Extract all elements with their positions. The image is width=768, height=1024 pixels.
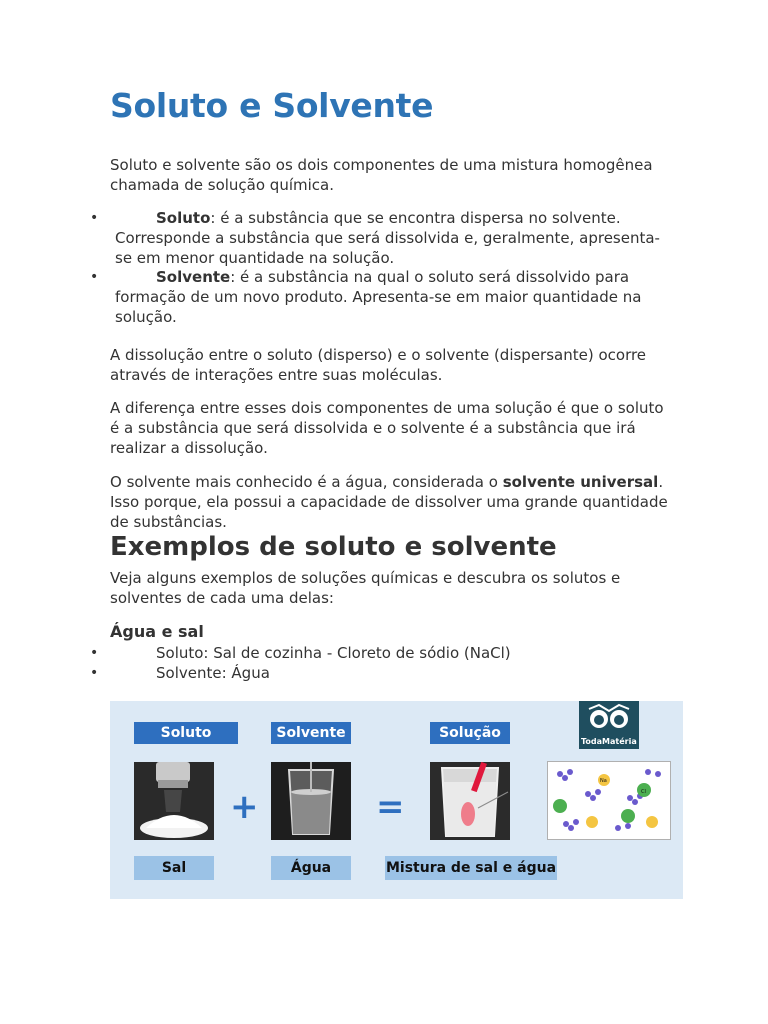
ion-label: Na [600, 778, 607, 784]
paragraph-difference: A diferença entre esses dois componentes de uma solução é que o soluto é a substância que será dissolvida e o solvente é a substância que irá realizar a dissolução. [110, 399, 664, 457]
example-item-solute: Soluto: Sal de cozinha - Cloreto de sódio (NaCl) [156, 644, 511, 662]
water-glass-photo [271, 762, 351, 840]
equals-sign: = [376, 787, 405, 827]
label-mistura: Mistura de sal e água [385, 856, 557, 880]
bullet-dot: • [90, 210, 99, 226]
examples-heading: Exemplos de soluto e solvente [110, 532, 557, 562]
header-soluto: Soluto [134, 722, 238, 744]
page-title: Soluto e Solvente [110, 86, 434, 125]
term-solvente: Solvente [156, 268, 231, 286]
label-agua: Água [271, 856, 351, 880]
label-sal: Sal [134, 856, 214, 880]
bullet-dot: • [90, 269, 99, 285]
example-heading-water-salt: Água e sal [110, 622, 204, 641]
header-solucao: Solução [430, 722, 510, 744]
definition-solvente-rest: formação de um novo produto. Apresenta-se em maior quantidade na solução. [115, 288, 642, 326]
plus-sign: + [230, 787, 259, 827]
ion-label: Cl [641, 789, 646, 795]
bullet-dot: • [90, 645, 99, 661]
definition-solvente-line1: : é a substância na qual o soluto será dissolvido para [230, 268, 630, 286]
example-item-solvent: Solvente: Água [156, 664, 270, 682]
logo-text: TodaMatéria [581, 737, 637, 746]
bullet-dot: • [90, 665, 99, 681]
definition-soluto-line1: : é a substância que se encontra dispersa no solvente. [210, 209, 621, 227]
solution-diagram-figure [110, 701, 683, 899]
molecular-view-icon [547, 761, 671, 840]
mixture-glass-photo [430, 762, 510, 840]
definition-soluto [115, 208, 670, 268]
salt-shaker-photo [134, 762, 214, 840]
para3-after: . Isso porque, ela possui a capacidade de dissolver uma grande quantidade de substâncias. [110, 473, 668, 531]
universal-solvent-term: solvente universal [502, 473, 659, 491]
para3-before: O solvente mais conhecido é a água, considerada o [110, 473, 503, 491]
examples-intro: Veja alguns exemplos de soluções químicas e descubra os solutos e solventes de cada uma delas: [110, 569, 621, 607]
header-solvente: Solvente [271, 722, 351, 744]
term-soluto: Soluto [156, 209, 211, 227]
definition-soluto-rest: Corresponde a substância que será dissolvida e, geralmente, apresenta-se em menor quantidade na solução. [115, 229, 660, 267]
paragraph-dissolution: A dissolução entre o soluto (disperso) e o solvente (dispersante) ocorre através de interações entre suas moléculas. [110, 346, 647, 384]
paragraph-universal-solvent [110, 472, 670, 532]
todamateria-logo [579, 701, 639, 749]
definition-solvente [115, 267, 670, 327]
intro-paragraph: Soluto e solvente são os dois componentes de uma mistura homogênea chamada de solução química. [110, 156, 653, 194]
